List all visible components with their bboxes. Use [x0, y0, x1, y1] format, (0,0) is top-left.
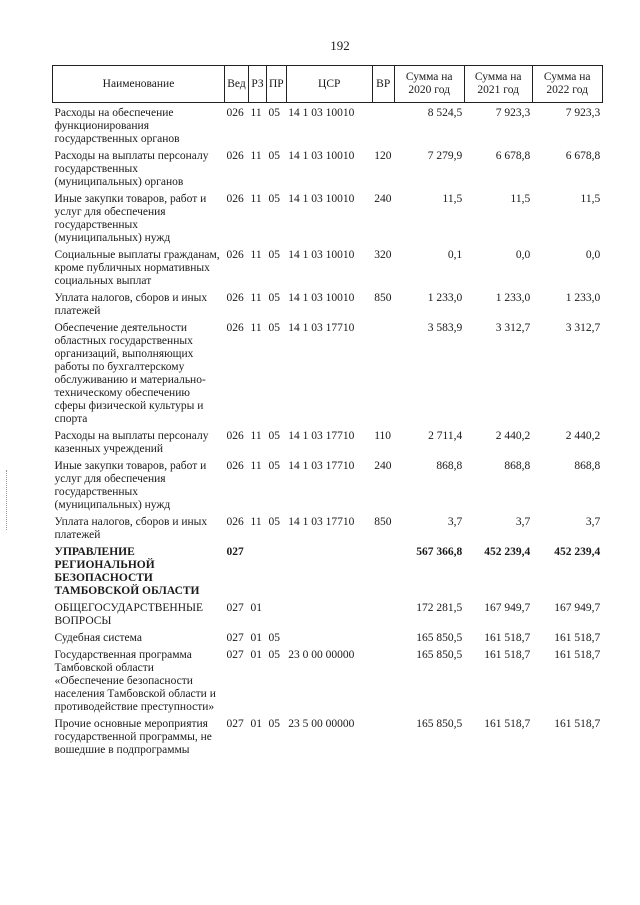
cell-sum-2022: 161 518,7 — [554, 718, 601, 730]
cell-vr — [372, 103, 394, 147]
cell-vr — [372, 645, 394, 714]
cell-pr: 05 — [268, 292, 280, 304]
header-ved: Вед — [225, 66, 249, 103]
table-row — [53, 189, 603, 245]
table-header-row — [53, 66, 603, 103]
cell-sum-2022: 868,8 — [574, 460, 601, 472]
cell-sum-2022: 3 312,7 — [565, 322, 601, 334]
cell-pr — [267, 598, 287, 628]
cell-vr: 120 — [374, 150, 392, 162]
cell-pr: 05 — [268, 516, 280, 528]
cell-pr — [267, 542, 287, 598]
cell-pr: 05 — [268, 322, 280, 334]
cell-ved: 026 — [226, 516, 244, 528]
cell-ved: 026 — [226, 430, 244, 442]
cell-vr — [372, 628, 394, 645]
table-row — [53, 318, 603, 426]
cell-sum-2020: 1 233,0 — [427, 292, 463, 304]
cell-csr — [286, 628, 372, 645]
cell-sum-2021: 2 440,2 — [495, 430, 531, 442]
table-row — [53, 714, 603, 757]
cell-ved: 027 — [226, 718, 244, 730]
cell-sum-2020: 3 583,9 — [427, 322, 463, 334]
cell-name: Иные закупки товаров, работ и услуг для обеспечения государственных (муниципальных) нужд — [54, 193, 207, 244]
cell-name: УПРАВЛЕНИЕ РЕГИОНАЛЬНОЙ БЕЗОПАСНОСТИ ТАМБОВСКОЙ ОБЛАСТИ — [54, 546, 200, 597]
cell-csr: 23 5 00 00000 — [288, 718, 355, 730]
cell-csr: 14 1 03 10010 — [288, 292, 355, 304]
cell-sum-2022: 161 518,7 — [554, 649, 601, 661]
cell-csr: 14 1 03 10010 — [288, 193, 355, 205]
cell-sum-2020: 3,7 — [447, 516, 463, 528]
cell-rz: 11 — [250, 249, 262, 261]
cell-name: Прочие основные мероприятия государственной программы, не вошедшие в подпрограммы — [54, 718, 212, 756]
cell-csr — [286, 598, 372, 628]
cell-pr: 05 — [268, 193, 280, 205]
cell-rz: 11 — [250, 193, 262, 205]
cell-rz: 01 — [250, 718, 262, 730]
cell-csr: 14 1 03 17710 — [288, 460, 355, 472]
cell-sum-2020: 8 524,5 — [427, 107, 463, 119]
cell-ved: 027 — [226, 649, 244, 661]
cell-vr — [372, 542, 394, 598]
table-row — [53, 426, 603, 456]
cell-sum-2021: 868,8 — [504, 460, 531, 472]
cell-sum-2022: 161 518,7 — [554, 632, 601, 644]
cell-name: Уплата налогов, сборов и иных платежей — [54, 292, 208, 317]
cell-csr — [286, 542, 372, 598]
table-row — [53, 103, 603, 147]
cell-rz: 11 — [250, 150, 262, 162]
cell-name: Судебная система — [54, 632, 142, 644]
cell-ved: 026 — [226, 107, 244, 119]
header-csr: ЦСР — [286, 66, 372, 103]
cell-vr: 850 — [374, 292, 392, 304]
cell-name: Расходы на обеспечение функционирования государственных органов — [54, 107, 180, 145]
cell-vr — [372, 318, 394, 426]
cell-vr: 320 — [374, 249, 392, 261]
cell-sum-2022: 1 233,0 — [565, 292, 601, 304]
table-row — [53, 512, 603, 542]
cell-pr: 05 — [268, 649, 280, 661]
cell-rz: 11 — [250, 460, 262, 472]
cell-ved: 027 — [226, 602, 244, 614]
cell-sum-2022: 0,0 — [585, 249, 601, 261]
cell-sum-2021: 0,0 — [515, 249, 531, 261]
cell-ved: 026 — [226, 150, 244, 162]
margin-scan-mark — [6, 470, 10, 530]
cell-pr: 05 — [268, 718, 280, 730]
header-sum-2022: Сумма на 2022 год — [532, 66, 602, 103]
cell-pr: 05 — [268, 249, 280, 261]
cell-sum-2022: 452 239,4 — [554, 546, 601, 558]
cell-rz: 11 — [250, 322, 262, 334]
cell-sum-2020: 567 366,8 — [416, 546, 463, 558]
cell-sum-2020: 165 850,5 — [416, 718, 463, 730]
cell-sum-2020: 165 850,5 — [416, 649, 463, 661]
cell-sum-2020: 165 850,5 — [416, 632, 463, 644]
cell-name: Социальные выплаты гражданам, кроме публичных нормативных социальных выплат — [54, 249, 220, 287]
header-name: Наименование — [53, 66, 225, 103]
header-sum-2021: Сумма на 2021 год — [464, 66, 532, 103]
cell-rz: 01 — [250, 649, 262, 661]
cell-vr — [372, 714, 394, 757]
cell-rz: 01 — [250, 632, 262, 644]
cell-sum-2022: 167 949,7 — [554, 602, 601, 614]
table-row — [53, 628, 603, 645]
cell-rz — [249, 542, 267, 598]
budget-table — [52, 65, 603, 757]
cell-sum-2022: 3,7 — [585, 516, 601, 528]
cell-rz: 01 — [250, 602, 262, 614]
cell-sum-2022: 2 440,2 — [565, 430, 601, 442]
cell-pr: 05 — [268, 150, 280, 162]
cell-sum-2020: 0,1 — [447, 249, 463, 261]
cell-sum-2021: 11,5 — [510, 193, 531, 205]
cell-sum-2020: 2 711,4 — [428, 430, 463, 442]
table-row — [53, 245, 603, 288]
cell-sum-2022: 11,5 — [580, 193, 601, 205]
table-row — [53, 645, 603, 714]
cell-rz: 11 — [250, 430, 262, 442]
cell-sum-2021: 1 233,0 — [495, 292, 531, 304]
cell-rz: 11 — [250, 516, 262, 528]
cell-sum-2021: 161 518,7 — [484, 649, 531, 661]
header-pr: ПР — [267, 66, 287, 103]
cell-csr: 14 1 03 10010 — [288, 107, 355, 119]
header-sum-2020: Сумма на 2020 год — [394, 66, 464, 103]
cell-vr — [372, 598, 394, 628]
cell-vr: 850 — [374, 516, 392, 528]
cell-sum-2021: 161 518,7 — [484, 632, 531, 644]
cell-name: Государственная программа Тамбовской области «Обеспечение безопасности населения Тамбовской области и противодействие преступности» — [54, 649, 216, 713]
cell-csr: 14 1 03 17710 — [288, 516, 355, 528]
cell-name: ОБЩЕГОСУДАРСТВЕННЫЕ ВОПРОСЫ — [54, 602, 204, 627]
cell-vr: 110 — [374, 430, 392, 442]
cell-sum-2021: 7 923,3 — [495, 107, 531, 119]
table-row — [53, 598, 603, 628]
cell-csr: 14 1 03 17710 — [288, 322, 355, 334]
cell-sum-2021: 3 312,7 — [495, 322, 531, 334]
cell-csr: 14 1 03 17710 — [288, 430, 355, 442]
cell-pr: 05 — [268, 632, 280, 644]
cell-pr: 05 — [268, 460, 280, 472]
header-rz: РЗ — [249, 66, 267, 103]
cell-csr: 14 1 03 10010 — [288, 249, 355, 261]
cell-name: Обеспечение деятельности областных государственных организаций, выполняющих работы по бухгалтерскому обслуживанию и материально-техническому обеспечению сферы физической культуры и спорта — [54, 322, 206, 425]
cell-ved: 026 — [226, 460, 244, 472]
cell-sum-2021: 161 518,7 — [484, 718, 531, 730]
cell-sum-2020: 7 279,9 — [427, 150, 463, 162]
cell-rz: 11 — [250, 107, 262, 119]
cell-sum-2021: 167 949,7 — [484, 602, 531, 614]
cell-ved: 026 — [226, 322, 244, 334]
cell-sum-2022: 7 923,3 — [565, 107, 601, 119]
cell-name: Иные закупки товаров, работ и услуг для обеспечения государственных (муниципальных) нужд — [54, 460, 207, 511]
cell-csr: 23 0 00 00000 — [288, 649, 355, 661]
cell-ved: 026 — [226, 193, 244, 205]
cell-sum-2020: 172 281,5 — [416, 602, 463, 614]
cell-ved: 027 — [226, 632, 244, 644]
cell-ved: 026 — [226, 249, 244, 261]
cell-rz: 11 — [250, 292, 262, 304]
cell-ved: 026 — [226, 292, 244, 304]
header-vr: ВР — [372, 66, 394, 103]
cell-vr: 240 — [374, 193, 392, 205]
table-row — [53, 288, 603, 318]
cell-sum-2020: 11,5 — [442, 193, 463, 205]
cell-pr: 05 — [268, 430, 280, 442]
table-row — [53, 146, 603, 189]
cell-sum-2021: 452 239,4 — [484, 546, 531, 558]
page-number: 192 — [330, 38, 350, 53]
cell-sum-2020: 868,8 — [436, 460, 463, 472]
table-row — [53, 456, 603, 512]
cell-sum-2021: 6 678,8 — [495, 150, 531, 162]
cell-pr: 05 — [268, 107, 280, 119]
cell-ved: 027 — [226, 546, 244, 558]
cell-name: Расходы на выплаты персоналу государственных (муниципальных) органов — [54, 150, 209, 188]
cell-csr: 14 1 03 10010 — [288, 150, 355, 162]
table-body — [53, 103, 603, 758]
cell-sum-2022: 6 678,8 — [565, 150, 601, 162]
cell-name: Расходы на выплаты персоналу казенных учреждений — [54, 430, 209, 455]
cell-vr: 240 — [374, 460, 392, 472]
cell-sum-2021: 3,7 — [515, 516, 531, 528]
table-row — [53, 542, 603, 598]
cell-name: Уплата налогов, сборов и иных платежей — [54, 516, 208, 541]
